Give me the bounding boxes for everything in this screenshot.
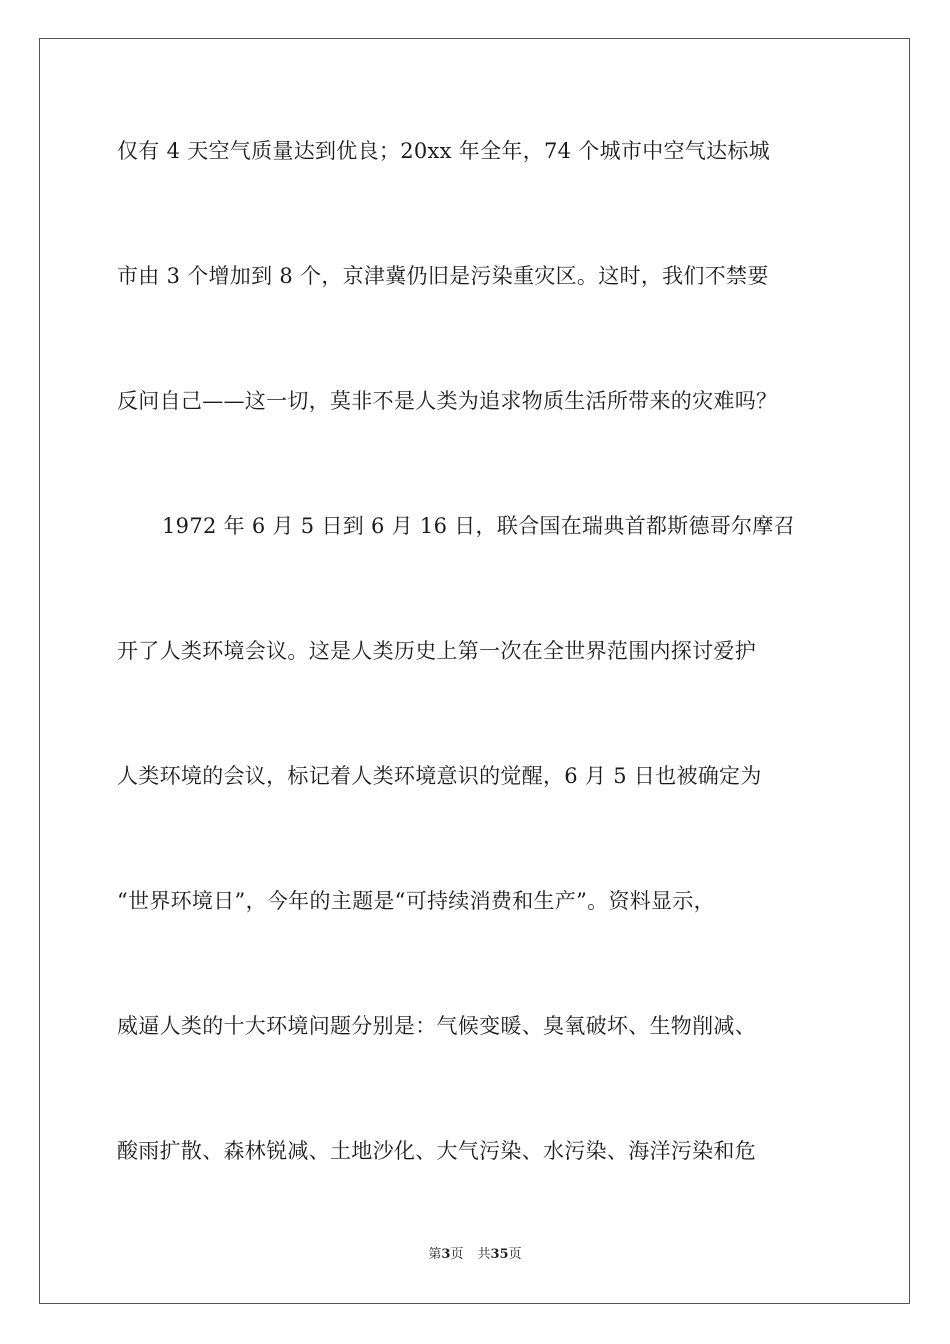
text-line-7: “世界环境日”，今年的主题是“可持续消费和生产”。资料显示， <box>117 889 715 913</box>
page-suffix: 页 <box>450 1247 464 1262</box>
text-line-6: 人类环境的会议，标记着人类环境意识的觉醒，6 月 5 日也被确定为 <box>117 764 762 788</box>
page-number: 3 <box>441 1247 451 1262</box>
total-prefix: 共 <box>477 1247 491 1262</box>
page-prefix: 第 <box>428 1247 442 1262</box>
total-suffix: 页 <box>508 1247 522 1262</box>
text-line-1: 仅有 4 天空气质量达到优良；20xx 年全年，74 个城市中空气达标城 <box>117 139 770 163</box>
text-line-3: 反问自己——这一切，莫非不是人类为追求物质生活所带来的灾难吗？ <box>117 389 778 413</box>
text-line-5: 开了人类环境会议。这是人类历史上第一次在全世界范围内探讨爱护 <box>117 639 756 663</box>
page-footer <box>0 1246 950 1264</box>
text-line-2: 市由 3 个增加到 8 个，京津冀仍旧是污染重灾区。这时，我们不禁要 <box>117 264 769 288</box>
text-line-4-paragraph-start: 1972 年 6 月 5 日到 6 月 16 日，联合国在瑞典首都斯德哥尔摩召 <box>162 514 796 538</box>
page-border <box>39 38 910 1304</box>
text-line-9: 酸雨扩散、森林锐减、土地沙化、大气污染、水污染、海洋污染和危 <box>117 1139 756 1163</box>
text-line-8: 威逼人类的十大环境问题分别是：气候变暖、臭氧破坏、生物削减、 <box>117 1014 756 1038</box>
total-pages: 35 <box>490 1247 509 1262</box>
